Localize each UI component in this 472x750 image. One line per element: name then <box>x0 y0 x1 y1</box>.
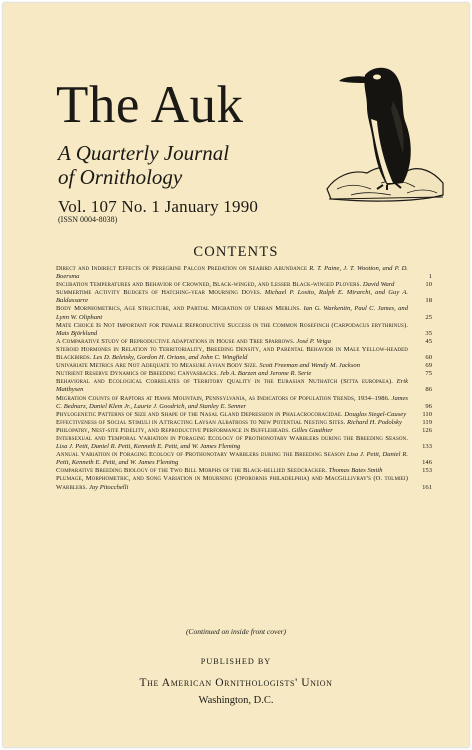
publisher-location: Washington, D.C. <box>198 695 274 706</box>
article-authors: Michael P. Losito, Ralph E. Mirarchi, and Guy A. Baldassarre <box>56 289 409 305</box>
article-authors: Scott Freeman and Wendy M. Jackson <box>259 362 361 370</box>
article-authors: Les D. Beletsky, Gordon H. Orians, and John C. Wingfield <box>93 354 248 362</box>
article-title: Incubation Temperatures and Behavior of Crowned, Black-winged, and Lesser Black-winged Plovers. <box>56 281 362 289</box>
page-number: 69 <box>425 362 432 370</box>
article-authors: Thomas Bates Smith <box>328 467 383 475</box>
article-authors: R. T. Paine, J. T. Wootton, and P. D. Boersma <box>56 265 408 281</box>
page-number: 75 <box>425 370 432 378</box>
volume-issue-line: Vol. 107 No. 1 January 1990 <box>58 197 259 216</box>
toc-entry[interactable] <box>56 427 432 435</box>
article-title: Comparative Breeding Biology of the Two Bill Morphs of the Black-bellied Seedcracker. <box>56 467 327 475</box>
article-title: Migration Counts of Raptors at Hawk Mountain, Pennsylvania, as Indicators of Population Trends, 1934–1986. <box>56 394 390 402</box>
toc-entry[interactable] <box>56 378 432 394</box>
page-number: 119 <box>422 418 432 426</box>
contents-heading: CONTENTS <box>193 244 279 260</box>
article-authors: Lisa J. Petit, Daniel R. Petit, Kenneth E. Petit, and W. James Fleming <box>56 443 241 451</box>
toc-entry[interactable] <box>56 305 432 321</box>
article-title: Annual Variation in Foraging Ecology of Prothonotary Warblers during the Breeding Season <box>56 451 345 459</box>
toc-entry[interactable] <box>56 265 432 281</box>
journal-title: The Auk <box>56 76 244 134</box>
toc-entry[interactable] <box>56 419 432 427</box>
article-title: Intersexual and Temporal Variation in Foraging Ecology of Prothonotary Warblers during the Breeding Season. <box>56 434 408 442</box>
toc-entry[interactable] <box>56 435 432 451</box>
article-authors: José P. Veiga <box>296 337 331 345</box>
page-number: 126 <box>422 426 432 434</box>
article-title: Summertime Activity Budgets of Hatching-year Mourning Doves. <box>56 289 262 297</box>
article-authors: Mats Björklund <box>56 329 98 337</box>
published-by-label: PUBLISHED BY <box>200 657 272 666</box>
article-title: Steroid Hormones in Relation to Territoriality, Breeding Density, and Parental Behavior in Male Yellow-headed Blackbirds. <box>56 345 408 362</box>
article-title: Mate Choice Is Not Important for Female Reproductive Success in the Common Rosefinch (Carpodacus erythrinus). <box>56 321 408 329</box>
toc-entry[interactable] <box>56 338 432 346</box>
article-authors: Douglas Siegel-Causey <box>344 410 407 418</box>
page-number: 18 <box>425 297 432 305</box>
page-number: 25 <box>425 313 432 321</box>
article-title: Direct and Indirect Effects of Peregrine Falcon Predation on Seabird Abundance <box>56 265 308 272</box>
article-title: Univariate Metrics Are Not Adequate to Measure Avian Body Size. <box>56 362 258 370</box>
table-of-contents <box>56 265 432 492</box>
article-authors: Jay Pitocchelli <box>88 483 129 491</box>
page-number: 110 <box>422 410 432 418</box>
article-title: Effectiveness of Social Stimuli in Attracting Laysan Albatross to New Potential Nesting Sites. <box>56 418 346 426</box>
toc-entry[interactable] <box>56 346 432 362</box>
page-number: 86 <box>425 386 432 394</box>
page-number: 1 <box>428 273 432 281</box>
toc-entry[interactable] <box>56 281 432 289</box>
journal-subtitle-line1: A Quarterly Journal <box>58 141 230 165</box>
continued-note: (Continued on inside front cover) <box>185 627 287 636</box>
page-number: 45 <box>425 337 432 345</box>
toc-entry[interactable] <box>56 370 432 378</box>
article-title: Nutrient Reserve Dynamics of Breeding Canvasbacks. <box>56 370 219 378</box>
publisher-name: The American Ornithologists' Union <box>139 677 333 689</box>
article-title: Phylogenetic Patterns of Size and Shape of the Nasal Gland Depression in Phalacrocoracidae. <box>56 410 343 418</box>
journal-cover <box>3 3 469 747</box>
article-title: Plumage, Morphometric, and Song Variation in Mourning (Oporornis philadelphia) and MacGillivray's (O. tolmiei) Warblers. <box>56 475 408 491</box>
article-authors: Richard H. Podolsky <box>347 418 402 426</box>
page-number: 96 <box>425 402 432 410</box>
toc-entry[interactable] <box>56 289 432 305</box>
article-title: Philopatry, Nest-site Fidelity, and Reproductive Performance in Buffleheads. <box>56 426 290 434</box>
page-number: 10 <box>425 281 432 289</box>
toc-entry[interactable] <box>56 362 432 370</box>
great-auk-logo-icon <box>321 61 447 209</box>
page-number: 133 <box>422 443 432 451</box>
article-authors: Jeb A. Barzen and Jerome R. Serie <box>219 370 312 378</box>
toc-entry[interactable] <box>56 467 432 475</box>
toc-entry[interactable] <box>56 475 432 491</box>
article-authors: Gilles Gauthier <box>291 426 333 434</box>
page-number: 60 <box>425 354 432 362</box>
article-title: Body Morphometrics, Age Structure, and Partial Migration of Urban Merlins. <box>56 305 302 313</box>
article-authors: David Ward <box>362 281 395 289</box>
article-authors: Ian G. Warkentin, Paul C. James, and Lynn W. Oliphant <box>56 305 408 321</box>
article-authors: James C. Bednarz, Daniel Klem Jr., Laurie J. Goodrich, and Stanley E. Senner <box>56 394 408 410</box>
toc-entry[interactable] <box>56 322 432 338</box>
toc-entry[interactable] <box>56 411 432 419</box>
page-number: 153 <box>422 467 432 475</box>
article-title: A Comparative Study of Reproductive Adaptations in House and Tree Sparrows. <box>56 337 295 345</box>
article-authors: Erik Matthysen <box>56 378 408 394</box>
article-authors: Lisa J. Petit, Daniel R. Petit, Kenneth E. Petit, and W. James Fleming <box>56 451 408 467</box>
toc-entry[interactable] <box>56 451 432 467</box>
toc-entry[interactable] <box>56 395 432 411</box>
page-number: 35 <box>425 329 432 337</box>
article-title: Behavioral and Ecological Correlates of Territory Quality in the Eurasian Nuthatch (Sitta europaea). <box>56 378 394 386</box>
journal-subtitle-line2: of Ornithology <box>58 165 183 189</box>
page-number: 161 <box>422 483 432 491</box>
issn-number: (ISSN 0004-8038) <box>58 215 118 224</box>
page-number: 146 <box>422 459 432 467</box>
